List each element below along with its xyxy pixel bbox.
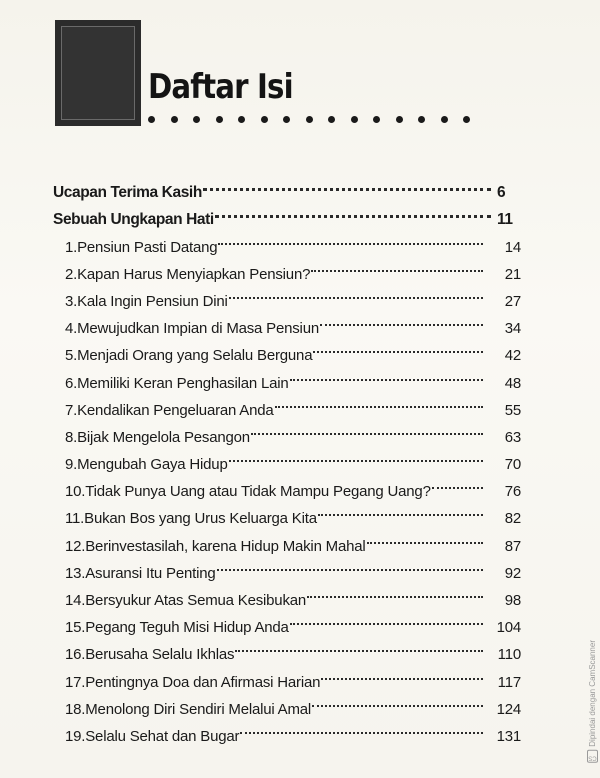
toc-entry-label: Sebuah Ungkapan Hati — [53, 211, 214, 229]
toc-entry — [53, 306, 521, 338]
toc-entry-label: 19.Selalu Sehat dan Bugar — [65, 727, 240, 745]
title-dot — [283, 116, 290, 123]
toc-entry — [53, 687, 521, 718]
title-dot — [216, 116, 223, 123]
toc-dot-leader — [215, 197, 491, 224]
title-dot — [373, 116, 380, 123]
toc-dot-leader — [320, 306, 483, 333]
toc-entry-label: 12.Berinvestasilah, karena Hidup Makin Mahal — [65, 537, 366, 555]
toc-dot-leader — [432, 469, 483, 496]
toc-dot-leader — [367, 523, 483, 550]
toc-dot-leader — [307, 578, 483, 605]
toc-entry — [53, 496, 521, 528]
toc-entry-page: 104 — [496, 619, 521, 637]
toc-entry — [53, 388, 521, 419]
page-title: Daftar Isi — [148, 67, 293, 107]
toc-entry — [53, 523, 521, 555]
title-dot — [328, 116, 335, 123]
toc-entry-label: 13.Asuransi Itu Penting — [65, 564, 216, 582]
toc-entry-page: 21 — [504, 265, 521, 283]
toc-entry — [53, 279, 521, 310]
toc-entry — [53, 360, 521, 392]
toc-dot-leader — [229, 279, 483, 306]
toc-dot-leader — [312, 687, 483, 714]
toc-entry-page: 34 — [504, 320, 521, 338]
toc-entry-page: 63 — [504, 428, 521, 446]
toc-entry-label: 18.Menolong Diri Sendiri Melalui Amal — [65, 700, 312, 718]
toc-entry — [53, 170, 521, 202]
toc-dot-leader — [229, 442, 483, 469]
toc-entry-label: Ucapan Terima Kasih — [53, 184, 202, 202]
camscanner-icon: CS — [587, 750, 598, 763]
toc-entry — [53, 632, 521, 664]
toc-dot-leader — [313, 333, 483, 360]
toc-dot-leader — [321, 659, 483, 686]
title-dot — [148, 116, 155, 123]
toc-dot-leader — [218, 224, 483, 251]
toc-dot-leader — [203, 170, 491, 197]
toc-entry-page: 42 — [504, 347, 521, 365]
title-dot — [261, 116, 268, 123]
toc-entry-page: 124 — [496, 700, 521, 718]
toc-entry-page: 14 — [504, 238, 521, 256]
toc-entry-label: 17.Pentingnya Doa dan Afirmasi Harian — [65, 673, 321, 691]
toc-entry-label: 16.Berusaha Selalu Ikhlas — [65, 646, 235, 664]
toc-entry-page: 82 — [504, 510, 521, 528]
title-dot — [351, 116, 358, 123]
toc-entry-label: 8.Bijak Mengelola Pesangon — [65, 428, 250, 446]
toc-entry-page: 110 — [497, 646, 521, 664]
toc-entry — [53, 551, 521, 582]
title-dot — [441, 116, 448, 123]
title-dot — [306, 116, 313, 123]
toc-entry-label: 1.Pensiun Pasti Datang — [65, 238, 218, 256]
title-dot-row — [148, 116, 470, 123]
title-dot — [171, 116, 178, 123]
toc-dot-leader — [290, 360, 483, 387]
toc-entry — [53, 605, 521, 637]
toc-entry-page: 131 — [496, 727, 521, 745]
toc-entry-page: 98 — [504, 592, 521, 609]
toc-dot-leader — [275, 388, 483, 415]
toc-entry-label: 6.Memiliki Keran Penghasilan Lain — [65, 374, 289, 392]
toc-entry-page: 48 — [504, 374, 521, 392]
toc-entry — [53, 442, 521, 474]
toc-dot-leader — [318, 496, 483, 523]
toc-entry-label: 11.Bukan Bos yang Urus Keluarga Kita — [65, 510, 317, 528]
toc-entry-label: 10.Tidak Punya Uang atau Tidak Mampu Pegang Uang? — [65, 483, 431, 501]
title-dot — [238, 116, 245, 123]
toc-entry-page: 55 — [504, 401, 521, 419]
scanner-watermark-text: Dipindai dengan CamScanner — [588, 640, 597, 747]
toc-entry-label: 14.Bersyukur Atas Semua Kesibukan — [65, 592, 307, 609]
toc-entry — [53, 714, 521, 745]
toc-entry-page: 92 — [504, 564, 521, 582]
toc-entry-label: 5.Menjadi Orang yang Selalu Berguna — [65, 347, 313, 365]
title-decorative-block-inner — [61, 26, 135, 120]
toc-entry — [53, 469, 521, 501]
title-dot — [193, 116, 200, 123]
toc-dot-leader — [235, 632, 483, 659]
toc-entry-label: 2.Kapan Harus Menyiapkan Pensiun? — [65, 265, 311, 283]
toc-entry — [53, 659, 521, 691]
title-dot — [396, 116, 403, 123]
toc-entry — [53, 415, 521, 446]
toc-entry — [53, 197, 521, 229]
title-decorative-block — [55, 20, 141, 126]
toc-entry — [53, 333, 521, 365]
toc-entry-page: 87 — [504, 537, 521, 555]
toc-dot-leader — [240, 714, 483, 741]
scanner-watermark — [587, 640, 598, 763]
toc-entry-page: 27 — [504, 292, 521, 310]
toc-entry-page: 70 — [504, 456, 521, 474]
toc-dot-leader — [290, 605, 483, 632]
toc-entry — [53, 224, 521, 256]
toc-entry — [53, 252, 521, 283]
toc-entry — [53, 578, 521, 609]
toc-entry-page: 76 — [504, 483, 521, 501]
table-of-contents — [53, 170, 521, 745]
toc-dot-leader — [311, 252, 483, 279]
toc-entry-page: 117 — [497, 673, 521, 691]
toc-entry-page: 11 — [497, 211, 513, 229]
toc-entry-label: 7.Kendalikan Pengeluaran Anda — [65, 401, 274, 419]
toc-entry-label: 15.Pegang Teguh Misi Hidup Anda — [65, 619, 289, 637]
toc-dot-leader — [251, 415, 483, 442]
toc-entry-label: 9.Mengubah Gaya Hidup — [65, 456, 228, 474]
toc-entry-label: 3.Kala Ingin Pensiun Dini — [65, 292, 228, 310]
toc-dot-leader — [217, 551, 484, 578]
toc-entry-label: 4.Mewujudkan Impian di Masa Pensiun — [65, 320, 319, 338]
title-dot — [418, 116, 425, 123]
title-dot — [463, 116, 470, 123]
toc-entry-page: 6 — [497, 184, 506, 202]
